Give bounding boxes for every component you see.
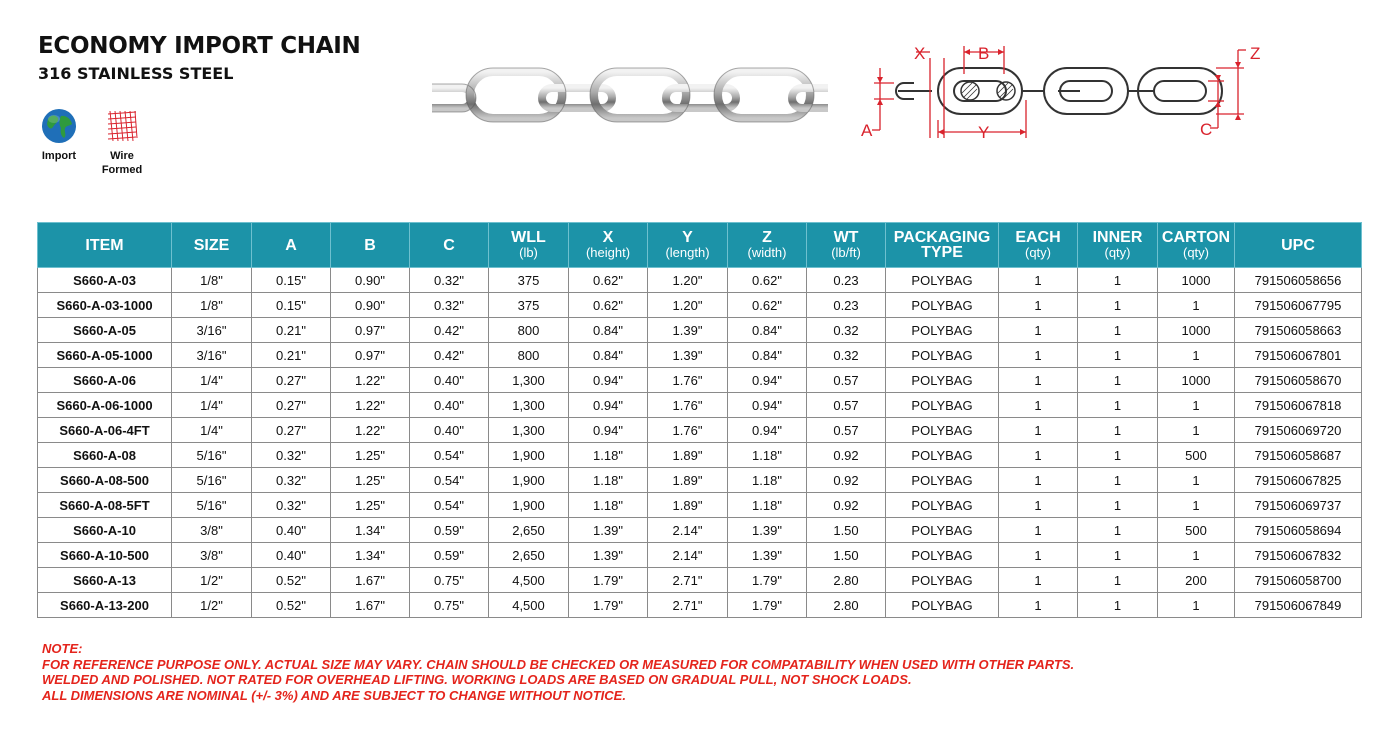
table-cell: 0.40" [410,418,489,443]
table-row [38,493,1362,518]
table-cell: 0.15" [252,268,331,293]
item-code-cell: S660-A-08 [38,443,172,468]
table-cell: 1.39" [569,518,648,543]
table-cell: 1.67" [331,568,410,593]
table-cell: 0.32" [410,268,489,293]
dim-label-x: X [914,44,926,63]
page-subtitle: 316 STAINLESS STEEL [38,64,234,83]
table-cell: 0.21" [252,318,331,343]
table-cell: 1.22" [331,393,410,418]
column-header-label: PACKAGING TYPE [893,229,991,261]
column-header [1158,223,1235,268]
column-header-unit: (qty) [1183,245,1209,260]
dim-label-y: Y [978,123,990,142]
table-row [38,393,1362,418]
table-row [38,318,1362,343]
table-cell: POLYBAG [886,318,999,343]
column-header [1235,223,1362,268]
table-body [38,268,1362,618]
dim-label-a: A [861,121,873,140]
column-header-label: WLL [511,229,546,246]
table-cell: 0.94" [728,368,807,393]
table-cell: 375 [489,293,569,318]
table-cell: 791506069720 [1235,418,1362,443]
table-cell: 1 [999,293,1078,318]
table-cell: 0.75" [410,593,489,618]
column-header [1078,223,1158,268]
wire-formed-label: Wire Formed [101,150,143,176]
table-cell: 1 [1078,418,1158,443]
table-cell: 1 [999,268,1078,293]
table-cell: POLYBAG [886,593,999,618]
table-cell: 1.76" [648,418,728,443]
table-cell: 1.79" [569,568,648,593]
table-cell: 0.40" [410,393,489,418]
table-cell: 0.54" [410,443,489,468]
table-cell: 1.34" [331,518,410,543]
table-cell: 1.39" [648,343,728,368]
table-cell: 2.14" [648,518,728,543]
table-cell: 1.18" [569,493,648,518]
table-cell: 2,650 [489,543,569,568]
table-cell: 0.94" [728,393,807,418]
table-cell: 500 [1158,443,1235,468]
table-cell: 1 [1158,343,1235,368]
table-cell: 1 [1078,268,1158,293]
table-cell: POLYBAG [886,493,999,518]
table-cell: 1.34" [331,543,410,568]
table-cell: 1.50 [807,543,886,568]
table-cell: 2.71" [648,593,728,618]
table-cell: 0.75" [410,568,489,593]
table-cell: 1 [1158,593,1235,618]
notes-heading: NOTE: [42,641,83,656]
table-cell: 0.97" [331,343,410,368]
table-cell: 0.32 [807,318,886,343]
column-header-label: Z [762,229,772,246]
table-cell: POLYBAG [886,393,999,418]
table-cell: 1 [1158,418,1235,443]
table-cell: 0.84" [728,343,807,368]
dim-label-z: Z [1250,44,1261,63]
table-cell: POLYBAG [886,343,999,368]
table-cell: 1 [999,343,1078,368]
table-cell: 1 [999,568,1078,593]
table-cell: 0.32" [252,443,331,468]
table-row [38,418,1362,443]
column-header-unit: (width) [747,245,787,260]
table-cell: 1.18" [569,443,648,468]
table-cell: 800 [489,343,569,368]
table-cell: 1.76" [648,393,728,418]
table-cell: POLYBAG [886,468,999,493]
table-cell: 1 [1078,468,1158,493]
table-cell: 0.54" [410,493,489,518]
table-cell: 791506067832 [1235,543,1362,568]
import-label: Import [41,150,77,162]
table-cell: 0.23 [807,268,886,293]
table-cell: 1,300 [489,393,569,418]
table-cell: 0.52" [252,593,331,618]
table-cell: 791506058670 [1235,368,1362,393]
table-cell: 0.84" [569,343,648,368]
dim-label-c: C [1200,120,1213,139]
item-code-cell: S660-A-06-1000 [38,393,172,418]
table-cell: 2,650 [489,518,569,543]
table-cell: 1 [1158,293,1235,318]
column-header-label: CARTON [1161,229,1231,246]
table-cell: POLYBAG [886,568,999,593]
table-cell: 1 [1158,493,1235,518]
column-header-label: INNER [1092,229,1143,246]
table-cell: 1 [1078,518,1158,543]
table-cell: 1.18" [569,468,648,493]
table-cell: 1,300 [489,418,569,443]
table-cell: 1/8" [172,268,252,293]
table-cell: 1 [1078,443,1158,468]
column-header [331,223,410,268]
table-cell: 3/8" [172,543,252,568]
table-cell: 1/4" [172,418,252,443]
table-cell: 791506058663 [1235,318,1362,343]
table-cell: 1 [1158,543,1235,568]
table-cell: POLYBAG [886,543,999,568]
chain-photo [432,66,828,130]
table-cell: 0.32" [252,493,331,518]
table-cell: 0.62" [569,268,648,293]
table-cell: 0.92 [807,443,886,468]
table-cell: 1 [999,443,1078,468]
table-cell: 1.39" [569,543,648,568]
item-code-cell: S660-A-10-500 [38,543,172,568]
table-cell: 3/8" [172,518,252,543]
table-cell: 2.14" [648,543,728,568]
table-cell: 791506067849 [1235,593,1362,618]
table-cell: 0.27" [252,393,331,418]
table-cell: POLYBAG [886,268,999,293]
table-cell: 1 [999,518,1078,543]
table-cell: 5/16" [172,468,252,493]
table-cell: POLYBAG [886,518,999,543]
table-cell: 1 [999,393,1078,418]
table-cell: 0.42" [410,343,489,368]
table-cell: 0.40" [252,518,331,543]
table-cell: 1 [1078,318,1158,343]
table-row [38,293,1362,318]
column-header [172,223,252,268]
wire-mesh-icon [104,108,140,144]
table-cell: 791506058656 [1235,268,1362,293]
table-cell: 1 [1078,593,1158,618]
table-cell: 1,900 [489,443,569,468]
column-header-label: ITEM [85,236,124,254]
table-cell: 1/4" [172,368,252,393]
column-header-unit: (height) [585,245,631,260]
table-cell: POLYBAG [886,293,999,318]
table-cell: POLYBAG [886,443,999,468]
table-cell: 791506067801 [1235,343,1362,368]
table-cell: 4,500 [489,568,569,593]
table-cell: 1.25" [331,443,410,468]
table-cell: 5/16" [172,493,252,518]
column-header [728,223,807,268]
table-cell: 0.84" [569,318,648,343]
table-cell: 1.25" [331,493,410,518]
table-cell: 0.59" [410,543,489,568]
column-header [489,223,569,268]
table-cell: 3/16" [172,343,252,368]
table-cell: 1 [999,468,1078,493]
column-header-unit: (qty) [1025,245,1051,260]
column-header-label: B [364,236,376,254]
column-header-label: WT [833,229,859,246]
wire-formed-badge [92,108,152,177]
table-cell: 1,900 [489,468,569,493]
table-cell: 0.84" [728,318,807,343]
table-cell: 1/2" [172,593,252,618]
table-cell: 0.97" [331,318,410,343]
column-header-label: C [443,236,455,254]
column-header [38,223,172,268]
table-cell: 1.20" [648,268,728,293]
table-cell: 0.27" [252,368,331,393]
table-cell: 1.18" [728,443,807,468]
table-cell: 5/16" [172,443,252,468]
table-cell: 1.18" [728,468,807,493]
table-cell: 791506067795 [1235,293,1362,318]
table-cell: 1.67" [331,593,410,618]
globe-icon [41,108,77,144]
table-cell: 1 [999,368,1078,393]
table-cell: 0.90" [331,293,410,318]
table-cell: 500 [1158,518,1235,543]
item-code-cell: S660-A-13-200 [38,593,172,618]
table-cell: 0.92 [807,468,886,493]
table-cell: 1,300 [489,368,569,393]
table-cell: 2.80 [807,568,886,593]
table-cell: POLYBAG [886,368,999,393]
item-code-cell: S660-A-06-4FT [38,418,172,443]
item-code-cell: S660-A-03-1000 [38,293,172,318]
item-code-cell: S660-A-06 [38,368,172,393]
table-cell: 1 [999,493,1078,518]
table-cell: 0.94" [569,368,648,393]
table-cell: 1 [999,543,1078,568]
table-cell: 0.32 [807,343,886,368]
table-cell: 0.62" [728,268,807,293]
table-cell: 1 [1078,293,1158,318]
table-cell: 0.57 [807,368,886,393]
table-row [38,568,1362,593]
dim-label-b: B [978,44,990,63]
table-cell: 1.22" [331,418,410,443]
table-cell: 1.50 [807,518,886,543]
table-cell: 0.92 [807,493,886,518]
table-cell: 1.18" [728,493,807,518]
table-cell: 2.80 [807,593,886,618]
table-cell: 0.94" [569,418,648,443]
table-cell: 1 [999,418,1078,443]
column-header-label: X [602,229,614,246]
table-row [38,543,1362,568]
table-row [38,343,1362,368]
item-code-cell: S660-A-03 [38,268,172,293]
table-cell: 1.89" [648,443,728,468]
table-cell: 1.89" [648,493,728,518]
table-cell: 1/2" [172,568,252,593]
column-header-label: A [285,236,297,254]
table-cell: 791506069737 [1235,493,1362,518]
table-cell: 1 [999,318,1078,343]
table-cell: 0.21" [252,343,331,368]
table-row [38,593,1362,618]
table-cell: 2.71" [648,568,728,593]
table-cell: 791506067818 [1235,393,1362,418]
table-cell: 375 [489,268,569,293]
item-code-cell: S660-A-08-500 [38,468,172,493]
table-cell: 1 [999,593,1078,618]
table-cell: 0.62" [728,293,807,318]
table-cell: 0.94" [569,393,648,418]
page-title: ECONOMY IMPORT CHAIN [38,33,361,59]
column-header-label: SIZE [193,236,230,254]
table-row [38,468,1362,493]
table-cell: 0.32" [410,293,489,318]
table-cell: 0.27" [252,418,331,443]
table-cell: 1000 [1158,368,1235,393]
notes-line: ALL DIMENSIONS ARE NOMINAL (+/- 3%) AND ARE SUBJECT TO CHANGE WITHOUT NOTICE. [42,687,626,703]
table-cell: 0.40" [252,543,331,568]
table-cell: 0.32" [252,468,331,493]
column-header-label: Y [682,229,693,246]
table-cell: 1/8" [172,293,252,318]
table-cell: 1 [1158,468,1235,493]
table-cell: 0.57 [807,418,886,443]
table-cell: 1000 [1158,318,1235,343]
item-code-cell: S660-A-05-1000 [38,343,172,368]
item-code-cell: S660-A-05 [38,318,172,343]
column-header-label: UPC [1281,236,1315,254]
table-cell: 1 [1078,368,1158,393]
column-header-label: EACH [1015,229,1061,246]
table-cell: 3/16" [172,318,252,343]
table-cell: 0.59" [410,518,489,543]
table-cell: 0.15" [252,293,331,318]
column-header [886,223,999,268]
column-header [999,223,1078,268]
table-cell: 200 [1158,568,1235,593]
table-cell: POLYBAG [886,418,999,443]
table-cell: 791506067825 [1235,468,1362,493]
table-row [38,368,1362,393]
column-header [569,223,648,268]
table-row [38,518,1362,543]
table-cell: 0.57 [807,393,886,418]
item-code-cell: S660-A-13 [38,568,172,593]
table-cell: 1.39" [728,518,807,543]
table-cell: 1.76" [648,368,728,393]
column-header [252,223,331,268]
item-code-cell: S660-A-08-5FT [38,493,172,518]
table-cell: 1/4" [172,393,252,418]
table-cell: 1 [1078,493,1158,518]
import-badge [29,108,89,163]
column-header-unit: (lb/ft) [831,245,861,260]
column-header [807,223,886,268]
table-cell: 0.52" [252,568,331,593]
table-cell: 1 [1078,543,1158,568]
table-cell: 4,500 [489,593,569,618]
spec-table [37,222,1362,618]
notes-block [42,641,1074,703]
column-header-unit: (length) [665,245,710,260]
table-cell: 0.42" [410,318,489,343]
table-row [38,443,1362,468]
table-cell: 1 [1078,343,1158,368]
table-cell: 0.62" [569,293,648,318]
table-cell: 791506058700 [1235,568,1362,593]
table-cell: 1 [1158,393,1235,418]
table-cell: 1.79" [569,593,648,618]
table-cell: 0.94" [728,418,807,443]
table-cell: 1.79" [728,568,807,593]
column-header-unit: (qty) [1104,245,1131,260]
table-cell: 1.79" [728,593,807,618]
notes-line: FOR REFERENCE PURPOSE ONLY. ACTUAL SIZE MAY VARY. CHAIN SHOULD BE CHECKED OR MEASURED FOR COMPATABILITY WHEN USED WITH OTHER PARTS. [42,656,1075,672]
item-code-cell: S660-A-10 [38,518,172,543]
table-cell: 791506058687 [1235,443,1362,468]
table-cell: 1.20" [648,293,728,318]
chain-dimension-diagram [858,40,1278,152]
table-cell: 0.40" [410,368,489,393]
table-cell: 1 [1078,568,1158,593]
column-header-unit: (lb) [519,245,538,260]
table-cell: 1000 [1158,268,1235,293]
table-cell: 1.25" [331,468,410,493]
table-cell: 0.90" [331,268,410,293]
table-cell: 1.22" [331,368,410,393]
table-cell: 0.54" [410,468,489,493]
notes-line: WELDED AND POLISHED. NOT RATED FOR OVERHEAD LIFTING. WORKING LOADS ARE BASED ON GRADUAL PULL, NOT SHOCK LOADS. [42,672,912,687]
table-row [38,268,1362,293]
table-cell: 1,900 [489,493,569,518]
table-header-row [38,223,1362,268]
column-header [648,223,728,268]
table-cell: 1.39" [648,318,728,343]
column-header [410,223,489,268]
table-cell: 1 [1078,393,1158,418]
table-cell: 800 [489,318,569,343]
table-cell: 791506058694 [1235,518,1362,543]
table-cell: 0.23 [807,293,886,318]
table-cell: 1.89" [648,468,728,493]
table-cell: 1.39" [728,543,807,568]
